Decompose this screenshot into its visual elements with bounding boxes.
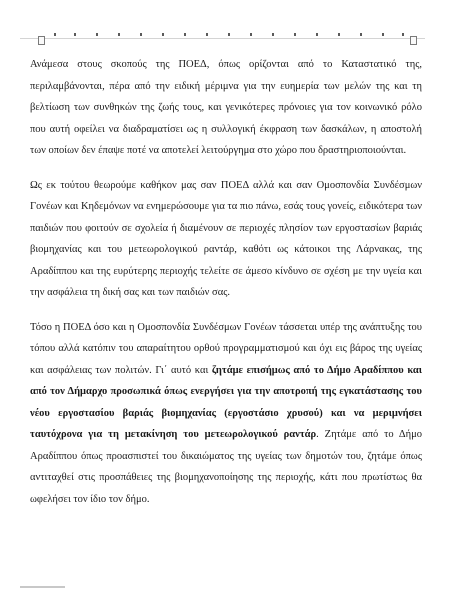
text-segment: . Ζητάμε από το Δήμο Αραδίππου όπως προασπιστεί του δικαιώματος της υγείας των δημοτών του, ζητάμε όπως αντιταχθεί στις προσπάθειες της βιομηχανοποίησης της περιοχής, κάτι που πρωτίστως θα ωφελήσει τον ίδιο τον δήμο. [30,429,423,505]
ruler-tick [96,33,98,36]
left-margin-marker[interactable] [38,36,45,45]
paragraph-3 [30,317,422,511]
ruler-tick [228,33,230,36]
bottom-strip [0,580,450,600]
ruler-tick [250,33,252,36]
ruler-tick [206,33,208,36]
text-segment: Ανάμεσα στους σκοπούς της ΠΟΕΔ, όπως ορίζονται από το Καταστατικό της, περιλαμβάνονται, πέρα από την ειδική μέριμνα για την ευημερία των μελών της και τη βελτίωση των συνθηκών της ζωής τους, και γενικότερες πρόνοιες για τον κοινωνικό ρόλο που αυτή οφείλει να διαδραματίσει ως η συλλογική έκφραση των δασκάλων, η αποστολή των οποίων δεν έπαψε ποτέ να αποτελεί λειτούργημα στο χώρο που δραστηριοποιούνται. [30,59,422,156]
ruler-line [20,38,425,39]
top-ruler [0,0,450,44]
ruler-tick [118,33,120,36]
ruler-tick [294,33,296,36]
right-margin-marker[interactable] [410,36,417,45]
status-indicator [20,586,65,588]
bold-text-segment: ζητάμε επισήμως από το Δήμο Αραδίππου και από τον Δήμαρχο προσωπικά όπως ενεργήσει για την αποτροπή της εγκατάστασης του νέου εργοστασίου βαριάς βιομηχανίας (εργοστάσιο χρυσού) και να μεριμνήσει ταυτόχρονα για τη μετακίνηση του μετεωρολογικού ραντάρ [30,364,422,440]
text-segment: Ως εκ τούτου θεωρούμε καθήκον μας σαν ΠΟΕΔ αλλά και σαν Ομοσπονδία Συνδέσμων Γονέων και Κηδεμόνων να ενημερώσουμε για τα πιο πάνω, εσάς τους γονείς, ειδικότερα των παιδιών που φοιτούν σε σχολεία ή διαμένουν σε περιοχές πλησίον των εργοστασίων βαριάς βιομηχανίας και του μετεωρολογικού ραντάρ, καθότι ως κάτοικοι της Λάρνακας, της Αραδίππου και της ευρύτερης περιοχής τελείτε σε άμεσο κίνδυνο σε σχέση με την υγεία και την ασφάλεια τη δική σας και των παιδιών σας. [30,179,422,298]
ruler-tick [360,33,362,36]
ruler-tick [54,33,56,36]
ruler-tick [382,33,384,36]
document-body[interactable] [30,54,422,523]
ruler-tick [338,33,340,36]
paragraph-1 [30,54,422,162]
paragraph-2 [30,175,422,304]
ruler-tick [162,33,164,36]
ruler-tick [74,33,76,36]
text-segment: Τόσο η ΠΟΕΔ όσο και η Ομοσπονδία Συνδέσμων Γονέων τάσσεται υπέρ της ανάπτυξης του τόπου αλλά κατόπιν του απαραίτητου ορθού προγραμματισμού και όχι εις βάρος της υγείας και ασφάλειας των πολιτών. Γι΄ αυτό και [30,321,422,376]
ruler-tick [140,33,142,36]
ruler-tick [184,33,186,36]
ruler-tick [272,33,274,36]
ruler-tick [316,33,318,36]
ruler-tick [402,33,404,36]
